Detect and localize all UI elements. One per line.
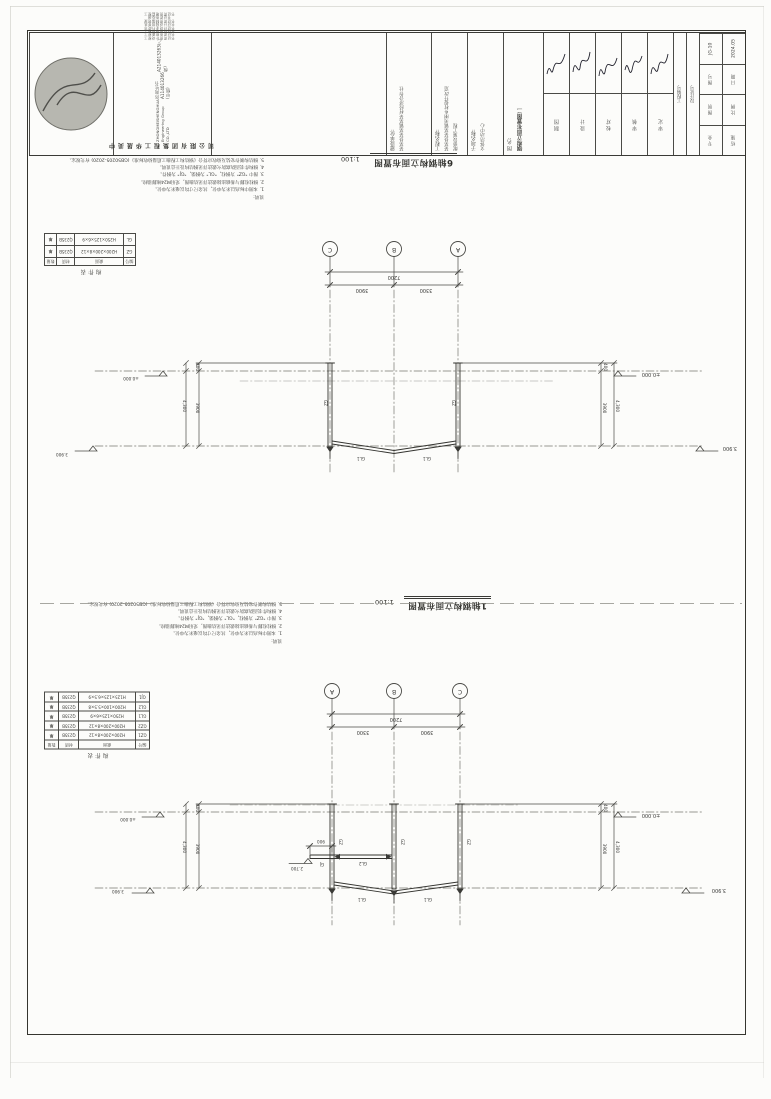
level-label-mid: 2.700	[291, 866, 303, 871]
member-label-gj: GJ	[319, 862, 325, 867]
cell-qty: 单	[45, 246, 57, 258]
date-value: 2024.05	[722, 33, 745, 64]
cell-qty: 单	[45, 731, 59, 741]
note-line: 4. 钢构件表面防腐防火做法详见钢结构设计总说明。	[157, 163, 264, 169]
dim-height-total: 4,300	[182, 841, 187, 853]
elevation-drawing-6	[56, 242, 737, 474]
cell-section: H200×100×5.5×8	[79, 702, 135, 712]
major-label: 专 业	[699, 125, 722, 155]
member-label-column: GZ	[466, 838, 471, 846]
design-cert-no-cell: 设计证号	[686, 33, 699, 155]
note-line: 4. 钢构件表面防腐防火做法详见钢结构设计总说明。	[175, 607, 282, 613]
cell-qty: 单	[45, 702, 59, 712]
elevation-drawing-1	[95, 684, 726, 926]
owner-label: 建设单位:	[389, 128, 396, 151]
scale-label: 比 例	[722, 94, 745, 125]
member-label-column: GZ	[400, 838, 405, 846]
notes-heading: 说明:	[253, 193, 264, 199]
subproject-label: 子项名称:	[470, 128, 477, 151]
member-label-beam: GL1	[356, 456, 366, 461]
col-header: 截面	[79, 740, 135, 749]
member-label-beam2: GL2	[358, 861, 368, 866]
dim-height-total: 4,300	[615, 400, 620, 412]
qualification-line: 测绘资质证书	[147, 15, 172, 19]
level-label-top: 3.900	[711, 887, 727, 893]
grid-bubble-label: C	[327, 246, 333, 253]
drawing1-scale: 1:100	[375, 598, 394, 606]
level-label-zero: ±0.000	[641, 812, 661, 818]
dim-segment: 3300	[419, 287, 433, 293]
level-label-zero: ±0.000	[120, 817, 136, 822]
cell-material: Q235B	[59, 721, 79, 731]
dim-height-main: 3900	[195, 402, 200, 414]
company-cert-1: 咨询证书: A114013266 (甲级)	[153, 71, 170, 99]
note-line: 1. 本图中标高以米为单位，其余尺寸均以毫米为单位。	[152, 185, 264, 191]
note-line: 1. 本图中标高以米为单位，其余尺寸均以毫米为单位。	[170, 629, 282, 635]
note-line: 5. 钢结构制作安装及验收应符合《钢结构工程施工质量验收标准》(GB50205-2020) 有关规定。	[66, 156, 264, 162]
cell-member-id: GZ1	[135, 731, 149, 741]
owner-value: 某某县某某镇某某村经济合作社	[399, 86, 404, 151]
date-label: 日 期	[722, 64, 745, 94]
cell-section: H250×125×6×9	[75, 234, 123, 246]
cell-material: Q235B	[59, 712, 79, 722]
signature-label: 设 计	[570, 93, 595, 155]
col-header: 数量	[45, 258, 57, 266]
cell-qty: 单	[45, 712, 59, 722]
project-no-cell: 工程编号	[673, 33, 686, 155]
qualification-line: 工程设计资质证书	[143, 35, 176, 40]
cell-material: Q235B	[59, 702, 79, 712]
dim-segment: 3900	[355, 287, 369, 293]
drawing6-title-text: 6轴钢构立面布置图	[370, 153, 457, 170]
member-label-beam: GL1	[422, 456, 432, 461]
cell-section: H125×125×6.5×9	[79, 693, 135, 703]
grid-bubble-label: B	[391, 246, 397, 253]
drawing-no-label: 图 号	[699, 64, 722, 94]
cell-qty: 单	[45, 234, 57, 246]
col-header: 截面	[75, 258, 123, 266]
type-label: 图 别	[699, 94, 722, 125]
company-name-cn: 中美晟华工程集团有限公司	[109, 141, 215, 149]
table-title: 构件表	[78, 268, 102, 274]
grid-bubble-label: B	[391, 688, 397, 695]
notes-heading: 说明:	[271, 637, 282, 643]
cell-member-id: GL2	[135, 702, 149, 712]
cell-section: H200×200×8×12	[79, 721, 135, 731]
qualification-line: 工程勘察资质证书	[143, 32, 176, 36]
member-label-column: GZ	[323, 399, 328, 407]
subproject-value: 文体活动中心	[480, 122, 485, 151]
dim-total: 7200	[387, 274, 401, 280]
dim-cantilever: 900	[317, 839, 325, 844]
member-label-beam: GL1	[423, 897, 433, 902]
dim-height-top: 400	[195, 363, 200, 371]
dim-height-main: 3900	[602, 843, 607, 855]
table-title: 构件表	[85, 751, 109, 758]
level-label-top: 3.900	[112, 889, 124, 894]
cell-member-id: GL1	[135, 712, 149, 722]
qualification-line: 规划编制资质证书	[143, 18, 176, 23]
cell-member-id: GZ	[123, 246, 135, 258]
drawing6-scale: 1:100	[341, 155, 360, 163]
project-value-line1: 某某县某某镇美丽乡村提升改造	[444, 86, 449, 151]
cell-section: H200×200×8×12	[75, 246, 123, 258]
level-label-zero: ±0.000	[641, 371, 661, 377]
dim-segment: 3300	[356, 729, 370, 735]
drawing1-title-text: 1轴钢构立面布置图	[404, 596, 491, 613]
grid-bubble-label: A	[455, 246, 461, 253]
company-name-en: ZHONGMEISHENGHUA Engineering Group CO.,LTD	[154, 98, 170, 142]
dim-height-main: 3900	[602, 402, 607, 414]
col-header: 编号	[123, 258, 135, 266]
cell-material: Q235B	[59, 693, 79, 703]
cell-member-id: GZ2	[135, 721, 149, 731]
note-line: 3. 图中 "GZ" 为钢柱，"GL" 为钢梁，"GJ" 为钢件。	[157, 171, 264, 177]
signature-label: 校 对	[596, 93, 621, 155]
dim-height-top: 400	[603, 363, 608, 371]
dim-height-total: 4,300	[182, 400, 187, 412]
qualification-line: 市政行业设计证书	[143, 25, 176, 30]
drawing-name-label: 图 名:	[506, 137, 513, 151]
dim-height-main: 3900	[195, 843, 200, 855]
cell-member-id: GL	[123, 234, 135, 246]
qualification-line: 工程监理资质证书	[143, 12, 176, 16]
dim-segment: 3900	[420, 729, 434, 735]
member-label-column: GZ	[451, 399, 456, 407]
cell-member-id: GJ1	[135, 693, 149, 703]
cell-section: H250×125×6×9	[79, 712, 135, 722]
dim-height-top: 400	[195, 804, 200, 812]
member-label-column: GZ	[338, 838, 343, 846]
col-header: 材质	[59, 740, 79, 749]
signature-label: 审 定	[648, 93, 673, 155]
level-label-top: 3.900	[722, 445, 738, 451]
cell-material: Q235B	[59, 731, 79, 741]
cell-qty: 单	[45, 721, 59, 731]
signature-label: 审 核	[622, 93, 647, 155]
level-label-top: 3.900	[56, 452, 68, 457]
signature-label: 制 图	[544, 93, 569, 155]
sheet-type-value: 结 施	[722, 125, 745, 155]
cell-material: Q235B	[57, 234, 75, 246]
note-line: 2. 钢柱柱脚与基础连接做法详见结施图，采用M24地脚锚栓。	[138, 178, 264, 184]
note-line: 5. 钢结构制作安装及验收应符合《钢结构工程施工质量验收标准》(GB50205-2020) 有关规定。	[84, 600, 282, 606]
dim-height-total: 4,300	[615, 841, 620, 853]
drawing-no-value: JG-10	[699, 33, 722, 64]
col-header: 编号	[135, 740, 149, 749]
note-line: 2. 钢柱柱脚与基础连接做法详见结施图，采用M24地脚锚栓。	[156, 622, 282, 628]
dim-height-top: 400	[603, 804, 608, 812]
cell-section: H200×200×8×12	[79, 731, 135, 741]
project-value-line2: 配套设施工程	[452, 122, 458, 151]
grid-bubble-label: A	[329, 688, 335, 695]
qualification-line: 工程咨询资信证书	[143, 29, 176, 33]
member-label-beam: GL1	[357, 897, 367, 902]
qualification-line: 风景园林设计证书	[143, 22, 176, 26]
level-label-zero: ±0.000	[123, 376, 139, 381]
col-header: 材质	[57, 258, 75, 266]
note-line: 3. 图中 "GZ" 为钢柱，"GL" 为钢梁，"GJ" 为钢件。	[175, 615, 282, 621]
grid-bubble-label: C	[457, 688, 463, 695]
company-cert-2: A214013263(乙级)	[156, 39, 167, 72]
cell-qty: 单	[45, 693, 59, 703]
col-header: 数量	[45, 740, 59, 749]
drawing-name-value: 钢构立面布置图二	[517, 107, 523, 151]
dim-total: 7200	[389, 716, 403, 722]
project-label: 工程名称:	[434, 128, 441, 151]
cell-material: Q235B	[57, 246, 75, 258]
